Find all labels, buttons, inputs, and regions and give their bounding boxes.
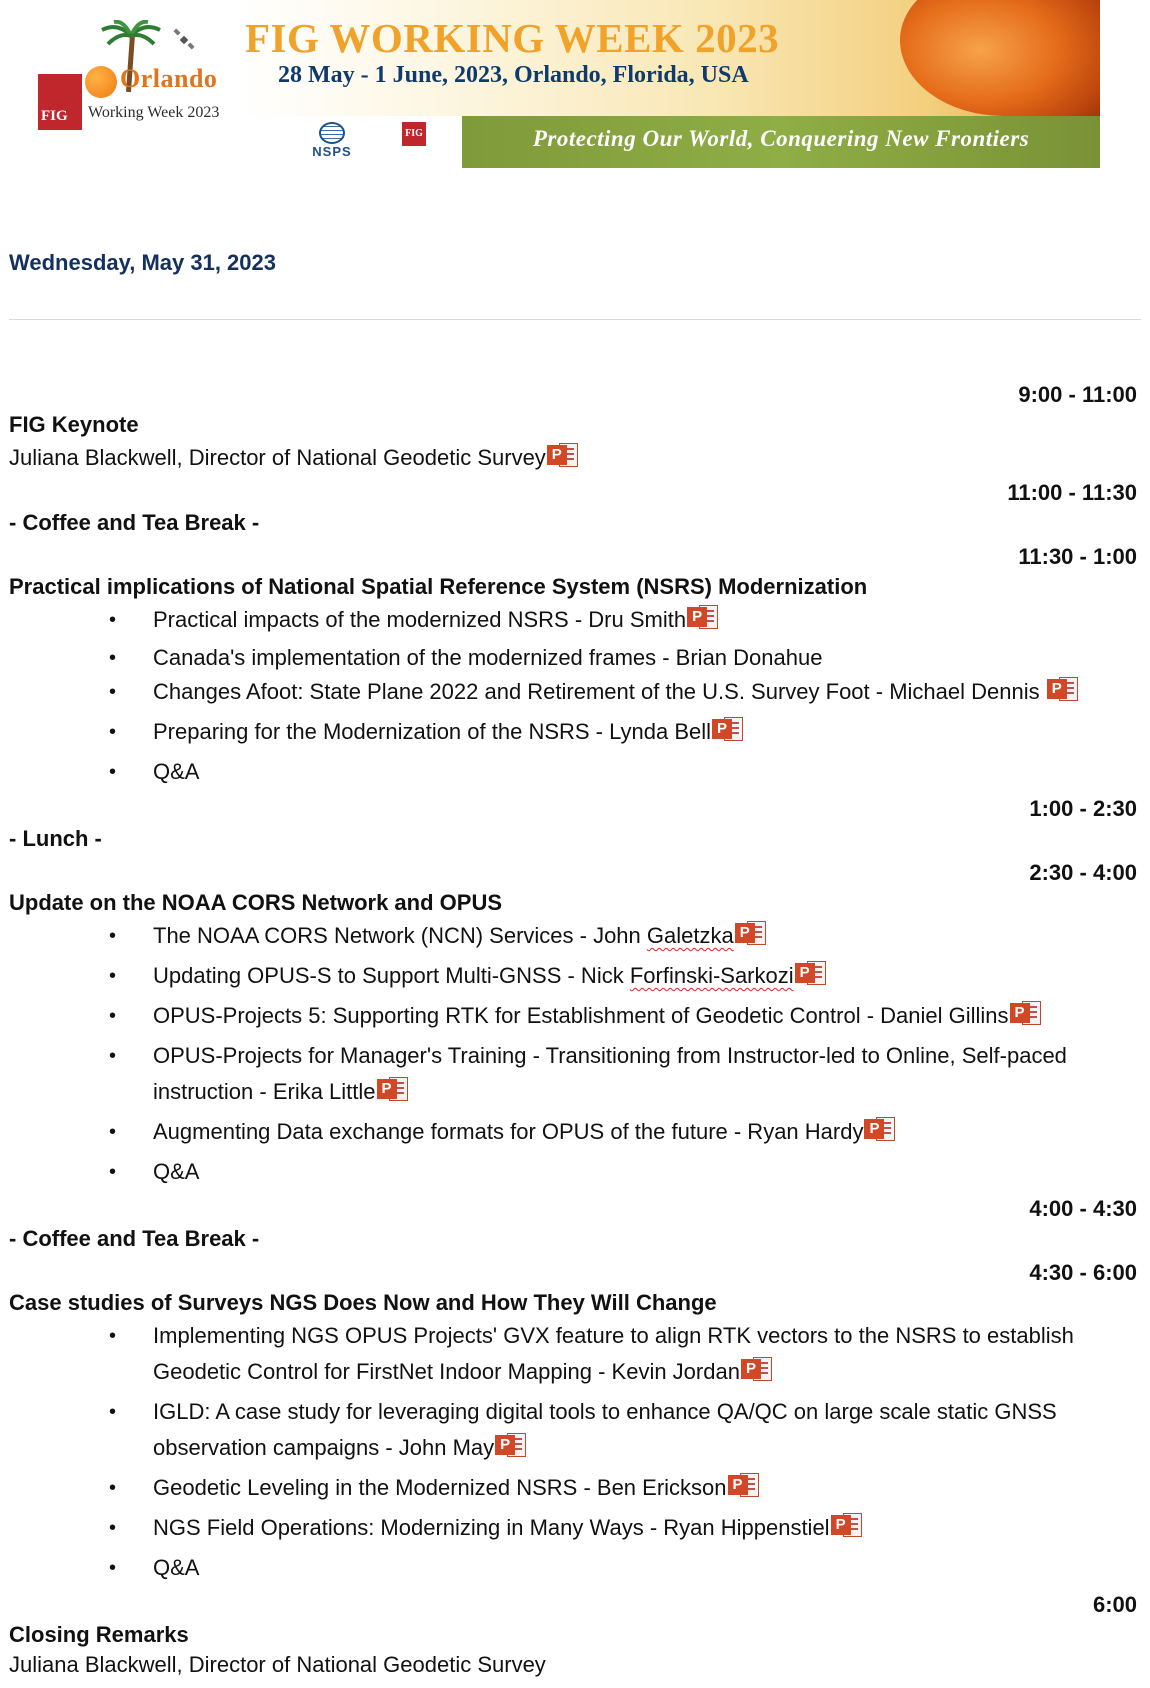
list-item <box>9 1318 1137 1390</box>
powerpoint-icon[interactable]: P <box>712 716 744 742</box>
talk-title: OPUS-Projects 5: Supporting RTK for Establishment of Geodetic Control - Daniel Gillins <box>153 1003 1009 1028</box>
session-nsrs <box>9 542 1137 790</box>
list-item <box>9 642 1137 674</box>
talk-title: NGS Field Operations: Modernizing in Many Ways - Ryan Hippenstiel <box>153 1515 830 1540</box>
list-item <box>9 1510 1137 1546</box>
bullet-icon: • <box>109 647 117 669</box>
powerpoint-icon[interactable]: P <box>1047 676 1079 702</box>
satellite-icon <box>172 28 196 52</box>
fig-logo-box <box>38 74 82 130</box>
logo-wordmark: Orlando <box>120 64 218 93</box>
session-title: - Coffee and Tea Break - <box>9 510 260 535</box>
powerpoint-icon[interactable]: P <box>1010 1000 1042 1026</box>
list-item <box>9 1394 1137 1466</box>
list-item <box>9 754 1137 790</box>
talk-title: Q&A <box>153 1159 200 1184</box>
list-item <box>9 674 1137 710</box>
session-time: 11:30 - 1:00 <box>1018 544 1137 569</box>
bullet-icon: • <box>109 681 117 703</box>
session-time: 6:00 <box>1092 1592 1137 1617</box>
list-item <box>9 602 1137 638</box>
day-heading: Wednesday, May 31, 2023 <box>9 250 276 275</box>
session-time: 4:30 - 6:00 <box>1029 1260 1137 1285</box>
session-speaker <box>9 440 1137 476</box>
orange-fruit-image <box>900 0 1100 116</box>
bullet-icon: • <box>109 1161 117 1183</box>
session-speaker: Juliana Blackwell, Director of National Geodetic Survey <box>9 1652 546 1677</box>
talk-list <box>9 918 1137 1190</box>
fig-small-text: FIG <box>402 122 426 146</box>
list-item <box>9 1038 1137 1110</box>
session-time: 11:00 - 11:30 <box>1007 480 1137 505</box>
list-item <box>9 998 1137 1034</box>
event-dates: 28 May - 1 June, 2023, Orlando, Florida, USA <box>278 62 749 88</box>
powerpoint-icon[interactable]: P <box>735 920 767 946</box>
session-lunch <box>9 794 1137 854</box>
talk-title: Q&A <box>153 1555 200 1580</box>
talk-title: Canada's implementation of the modernized frames - Brian Donahue <box>153 645 823 670</box>
talk-title: Practical impacts of the modernized NSRS - Dru Smith <box>153 607 687 632</box>
session-break-2 <box>9 1194 1137 1254</box>
bullet-icon: • <box>109 721 117 743</box>
globe-icon <box>319 122 345 144</box>
talk-title: Q&A <box>153 759 200 784</box>
orlando-logo <box>30 14 260 134</box>
orange-icon <box>85 66 117 98</box>
bullet-icon: • <box>109 1045 117 1067</box>
bullet-icon: • <box>109 1005 117 1027</box>
palm-leaves-icon <box>100 20 162 50</box>
spellcheck-word: Galetzka <box>646 923 734 948</box>
session-title: Practical implications of National Spatial Reference System (NSRS) Modernization <box>9 574 868 599</box>
bullet-icon: • <box>109 1401 117 1423</box>
bullet-icon: • <box>109 609 117 631</box>
talk-title: IGLD: A case study for leveraging digital tools to enhance QA/QC on large scale static GNSS observation campaigns - John May <box>153 1399 1057 1460</box>
talk-list <box>9 1318 1137 1586</box>
bullet-icon: • <box>109 761 117 783</box>
bullet-icon: • <box>109 1477 117 1499</box>
slogan-bar <box>462 116 1100 168</box>
session-time: 4:00 - 4:30 <box>1029 1196 1137 1221</box>
session-case-studies <box>9 1258 1137 1586</box>
talk-title: OPUS-Projects for Manager's Training - Transitioning from Instructor-led to Online, Self-paced instruction - Erika Little <box>153 1043 1067 1104</box>
talk-title: Updating OPUS-S to Support Multi-GNSS - Nick <box>153 963 630 988</box>
list-item <box>9 918 1137 954</box>
powerpoint-icon[interactable]: P <box>741 1356 773 1382</box>
talk-title: Preparing for the Modernization of the NSRS - Lynda Bell <box>153 719 712 744</box>
nsps-logo <box>292 122 372 166</box>
session-keynote <box>9 380 1137 476</box>
bullet-icon: • <box>109 1557 117 1579</box>
talk-title: Changes Afoot: State Plane 2022 and Retirement of the U.S. Survey Foot - Michael Dennis <box>153 679 1040 704</box>
talk-title: Implementing NGS OPUS Projects' GVX feature to align RTK vectors to the NSRS to establish Geodetic Control for FirstNet Indoor Mapping - Kevin Jordan <box>153 1323 1074 1384</box>
bullet-icon: • <box>109 965 117 987</box>
agenda <box>9 380 1137 1680</box>
list-item <box>9 1114 1137 1150</box>
session-time: 1:00 - 2:30 <box>1029 796 1137 821</box>
talk-title: Geodetic Leveling in the Modernized NSRS - Ben Erickson <box>153 1475 727 1500</box>
nsps-text: NSPS <box>312 144 352 159</box>
divider <box>9 319 1141 320</box>
speaker-text: Juliana Blackwell, Director of National Geodetic Survey <box>9 445 546 470</box>
session-time: 2:30 - 4:00 <box>1029 860 1137 885</box>
session-title: Closing Remarks <box>9 1622 189 1647</box>
powerpoint-icon[interactable]: P <box>728 1472 760 1498</box>
powerpoint-icon[interactable]: P <box>831 1512 863 1538</box>
session-title: - Coffee and Tea Break - <box>9 1226 260 1251</box>
bullet-icon: • <box>109 1517 117 1539</box>
bullet-icon: • <box>109 1121 117 1143</box>
list-item <box>9 1550 1137 1586</box>
bullet-icon: • <box>109 1325 117 1347</box>
session-title: FIG Keynote <box>9 412 139 437</box>
powerpoint-icon[interactable]: P <box>495 1432 527 1458</box>
session-time: 9:00 - 11:00 <box>1018 382 1137 407</box>
powerpoint-icon[interactable]: P <box>377 1076 409 1102</box>
powerpoint-icon[interactable]: P <box>547 442 579 468</box>
list-item <box>9 1154 1137 1190</box>
slogan-text: Protecting Our World, Conquering New Frontiers <box>532 126 1030 151</box>
list-item <box>9 714 1137 750</box>
talk-title: The NOAA CORS Network (NCN) Services - John <box>153 923 647 948</box>
list-item <box>9 1470 1137 1506</box>
powerpoint-icon[interactable]: P <box>687 604 719 630</box>
fig-small-logo <box>388 122 440 166</box>
event-banner <box>0 0 1100 172</box>
session-title: Case studies of Surveys NGS Does Now and How They Will Change <box>9 1290 717 1315</box>
event-title: FIG WORKING WEEK 2023 <box>245 15 780 61</box>
powerpoint-icon[interactable]: P <box>864 1116 896 1142</box>
session-title: - Lunch - <box>9 826 102 851</box>
powerpoint-icon[interactable]: P <box>795 960 827 986</box>
fig-logo-text: FIG <box>41 108 68 124</box>
logo-subtitle: Working Week 2023 <box>88 104 220 121</box>
talk-list <box>9 602 1137 790</box>
session-cors <box>9 858 1137 1190</box>
list-item <box>9 958 1137 994</box>
talk-title: Augmenting Data exchange formats for OPUS of the future - Ryan Hardy <box>153 1119 864 1144</box>
session-title: Update on the NOAA CORS Network and OPUS <box>9 890 503 915</box>
bullet-icon: • <box>109 925 117 947</box>
session-closing <box>9 1590 1137 1680</box>
spellcheck-word: Forfinski-Sarkozi <box>629 963 794 988</box>
session-break <box>9 478 1137 538</box>
